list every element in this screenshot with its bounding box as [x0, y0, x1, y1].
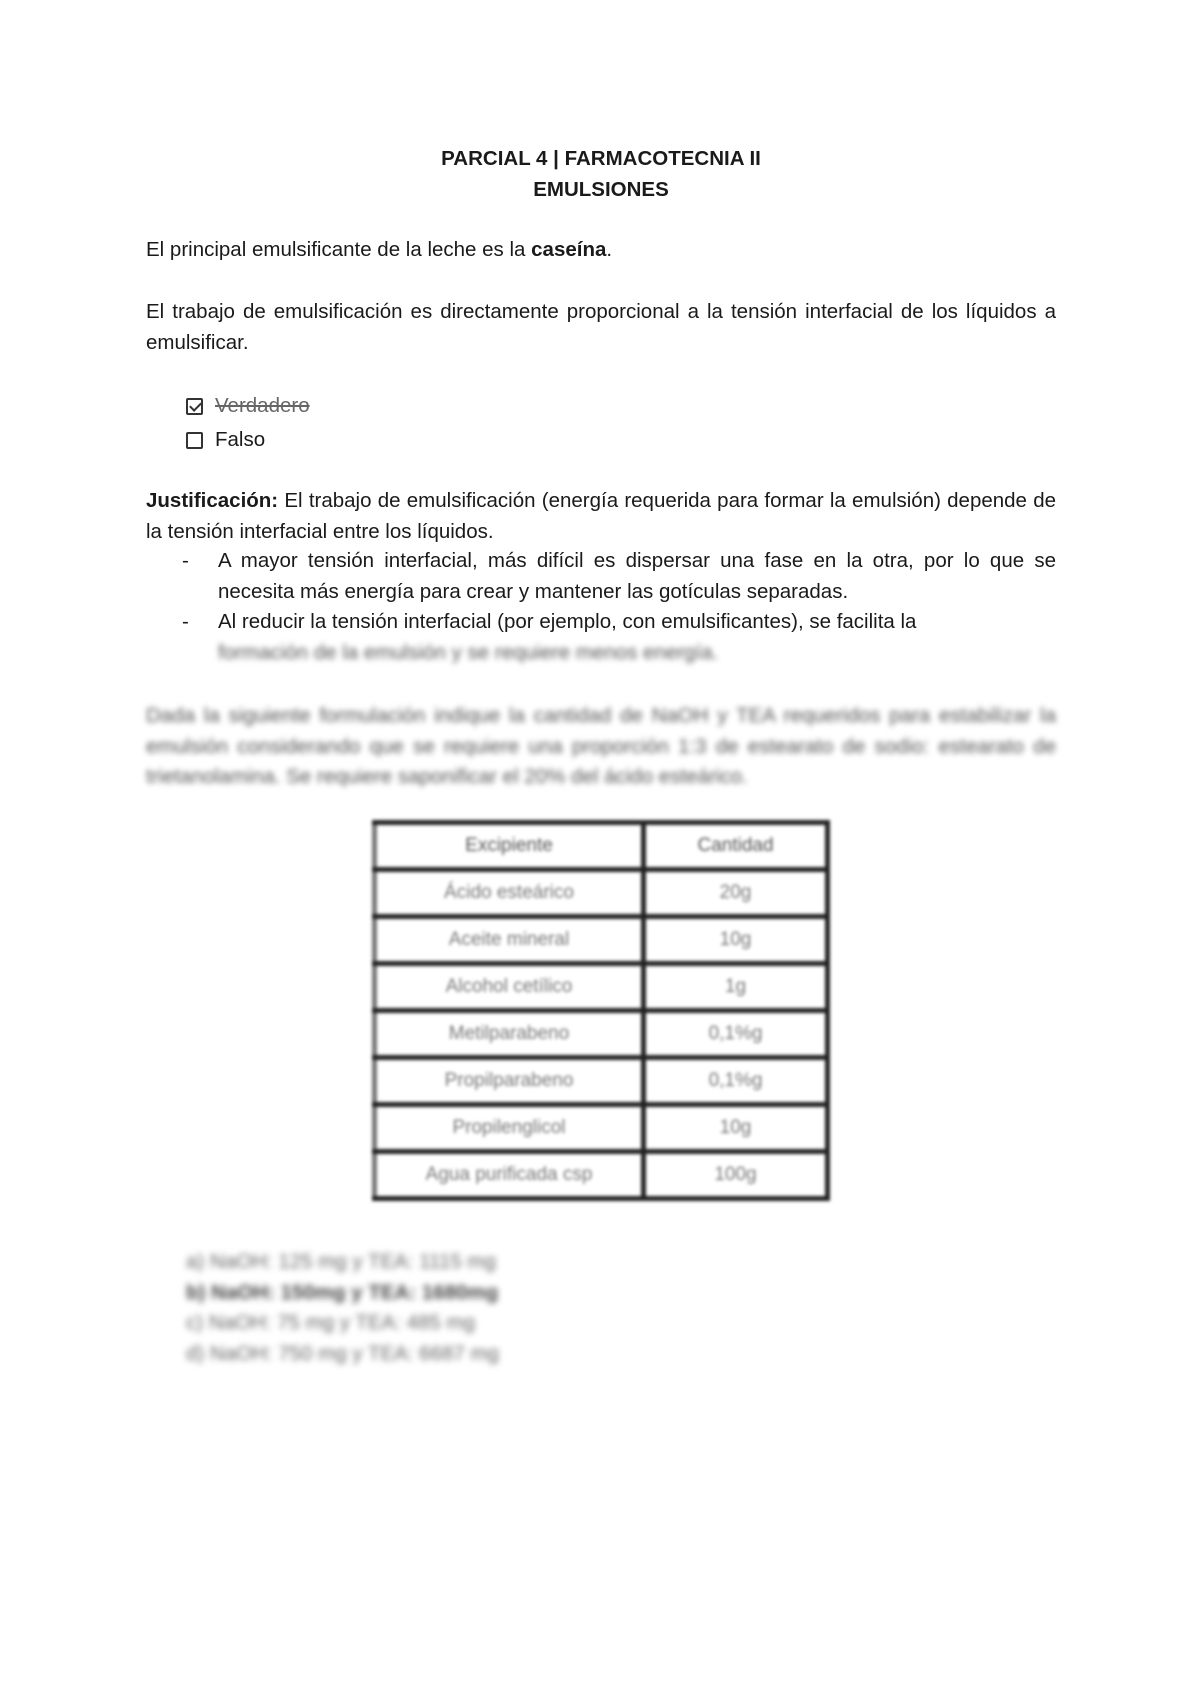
formulation-table [372, 820, 830, 1201]
header-cell: Cantidad [644, 823, 828, 870]
table-cell: Agua purificada csp [375, 1152, 644, 1199]
bold-term: caseína [531, 238, 607, 261]
table-row [375, 917, 828, 964]
table-row [375, 1105, 828, 1152]
checked-box-icon[interactable] [186, 398, 203, 415]
table-cell: 0,1%g [644, 1011, 828, 1058]
paragraph-casein [146, 235, 1056, 266]
answer-option[interactable]: d) NaOH: 750 mg y TEA: 6687 mg [186, 1341, 499, 1365]
table-row [375, 870, 828, 917]
paragraph-end: . [606, 238, 613, 261]
table-cell: 10g [644, 917, 828, 964]
question-paragraph: Dada la siguiente formulación indique la cantidad de NaOH y TEA requeridos para estabilizar la emulsión considerando que se requiere una proporción 1:3 de estearato de sodio: estearato de trietanolamina. Se requiere saponificar el 20% del ácido esteárico. [146, 704, 1056, 788]
checkbox-falso[interactable] [186, 425, 265, 456]
title-line-2: EMULSIONES [533, 177, 669, 201]
table-cell: 0,1%g [644, 1058, 828, 1105]
list-item-text: Al reducir la tensión interfacial (por ejemplo, con emulsificantes), se facilita la formación de la emulsión y se requiere menos energía. [218, 610, 917, 664]
option-label: Falso [215, 428, 266, 451]
table-cell: 20g [644, 870, 828, 917]
table-cell: Propilparabeno [375, 1058, 644, 1105]
document-title [146, 144, 1056, 205]
list-item: - A mayor tensión interfacial, más difícil es dispersar una fase en la otra, por lo que se necesita más energía para crear y mantener las gotículas separadas. [146, 546, 1056, 607]
table-cell: Aceite mineral [375, 917, 644, 964]
answer-option[interactable]: c) NaOH: 75 mg y TEA: 485 mg [186, 1311, 476, 1334]
table-cell: 100g [644, 1152, 828, 1199]
paragraph-text: El principal emulsificante de la leche es la [146, 238, 532, 261]
paragraph-statement: El trabajo de emulsificación es directamente proporcional a la tensión interfacial de los líquidos a emulsificar. [146, 300, 1056, 354]
justification-text: El trabajo de emulsificación (energía requerida para formar la emulsión) depende de la tensión interfacial entre los líquidos. [146, 489, 1056, 543]
answer-option[interactable]: a) NaOH: 125 mg y TEA: 1115 mg [186, 1250, 496, 1273]
table-row [375, 964, 828, 1011]
table-cell: Metilparabeno [375, 1011, 644, 1058]
justification-bullets [146, 546, 1056, 668]
justification-paragraph [146, 486, 1056, 547]
list-item-text: A mayor tensión interfacial, más difícil es dispersar una fase en la otra, por lo que se necesita más energía para crear y mantener las gotículas separadas. [218, 549, 1056, 603]
table-cell: Alcohol cetílico [375, 964, 644, 1011]
table-cell: 10g [644, 1105, 828, 1152]
unchecked-box-icon[interactable] [186, 432, 203, 449]
table-cell: Ácido esteárico [375, 870, 644, 917]
table-cell: Propilenglicol [375, 1105, 644, 1152]
justification-label: Justificación: [146, 489, 279, 512]
table-row [375, 1152, 828, 1199]
table-cell: 1g [644, 964, 828, 1011]
checkbox-verdadero[interactable] [186, 391, 310, 422]
table-row [375, 1011, 828, 1058]
table-row [375, 1058, 828, 1105]
option-label: Verdadero [215, 394, 310, 417]
table-header-row [375, 823, 828, 870]
answer-option-selected[interactable]: b) NaOH: 150mg y TEA: 1680mg [186, 1280, 499, 1304]
answer-options [186, 1247, 499, 1369]
title-line-1: PARCIAL 4 | FARMACOTECNIA II [441, 147, 761, 170]
list-item: - Al reducir la tensión interfacial (por ejemplo, con emulsificantes), se facilita la formación de la emulsión y se requiere menos energía. [146, 607, 1056, 668]
header-cell: Excipiente [375, 823, 644, 870]
